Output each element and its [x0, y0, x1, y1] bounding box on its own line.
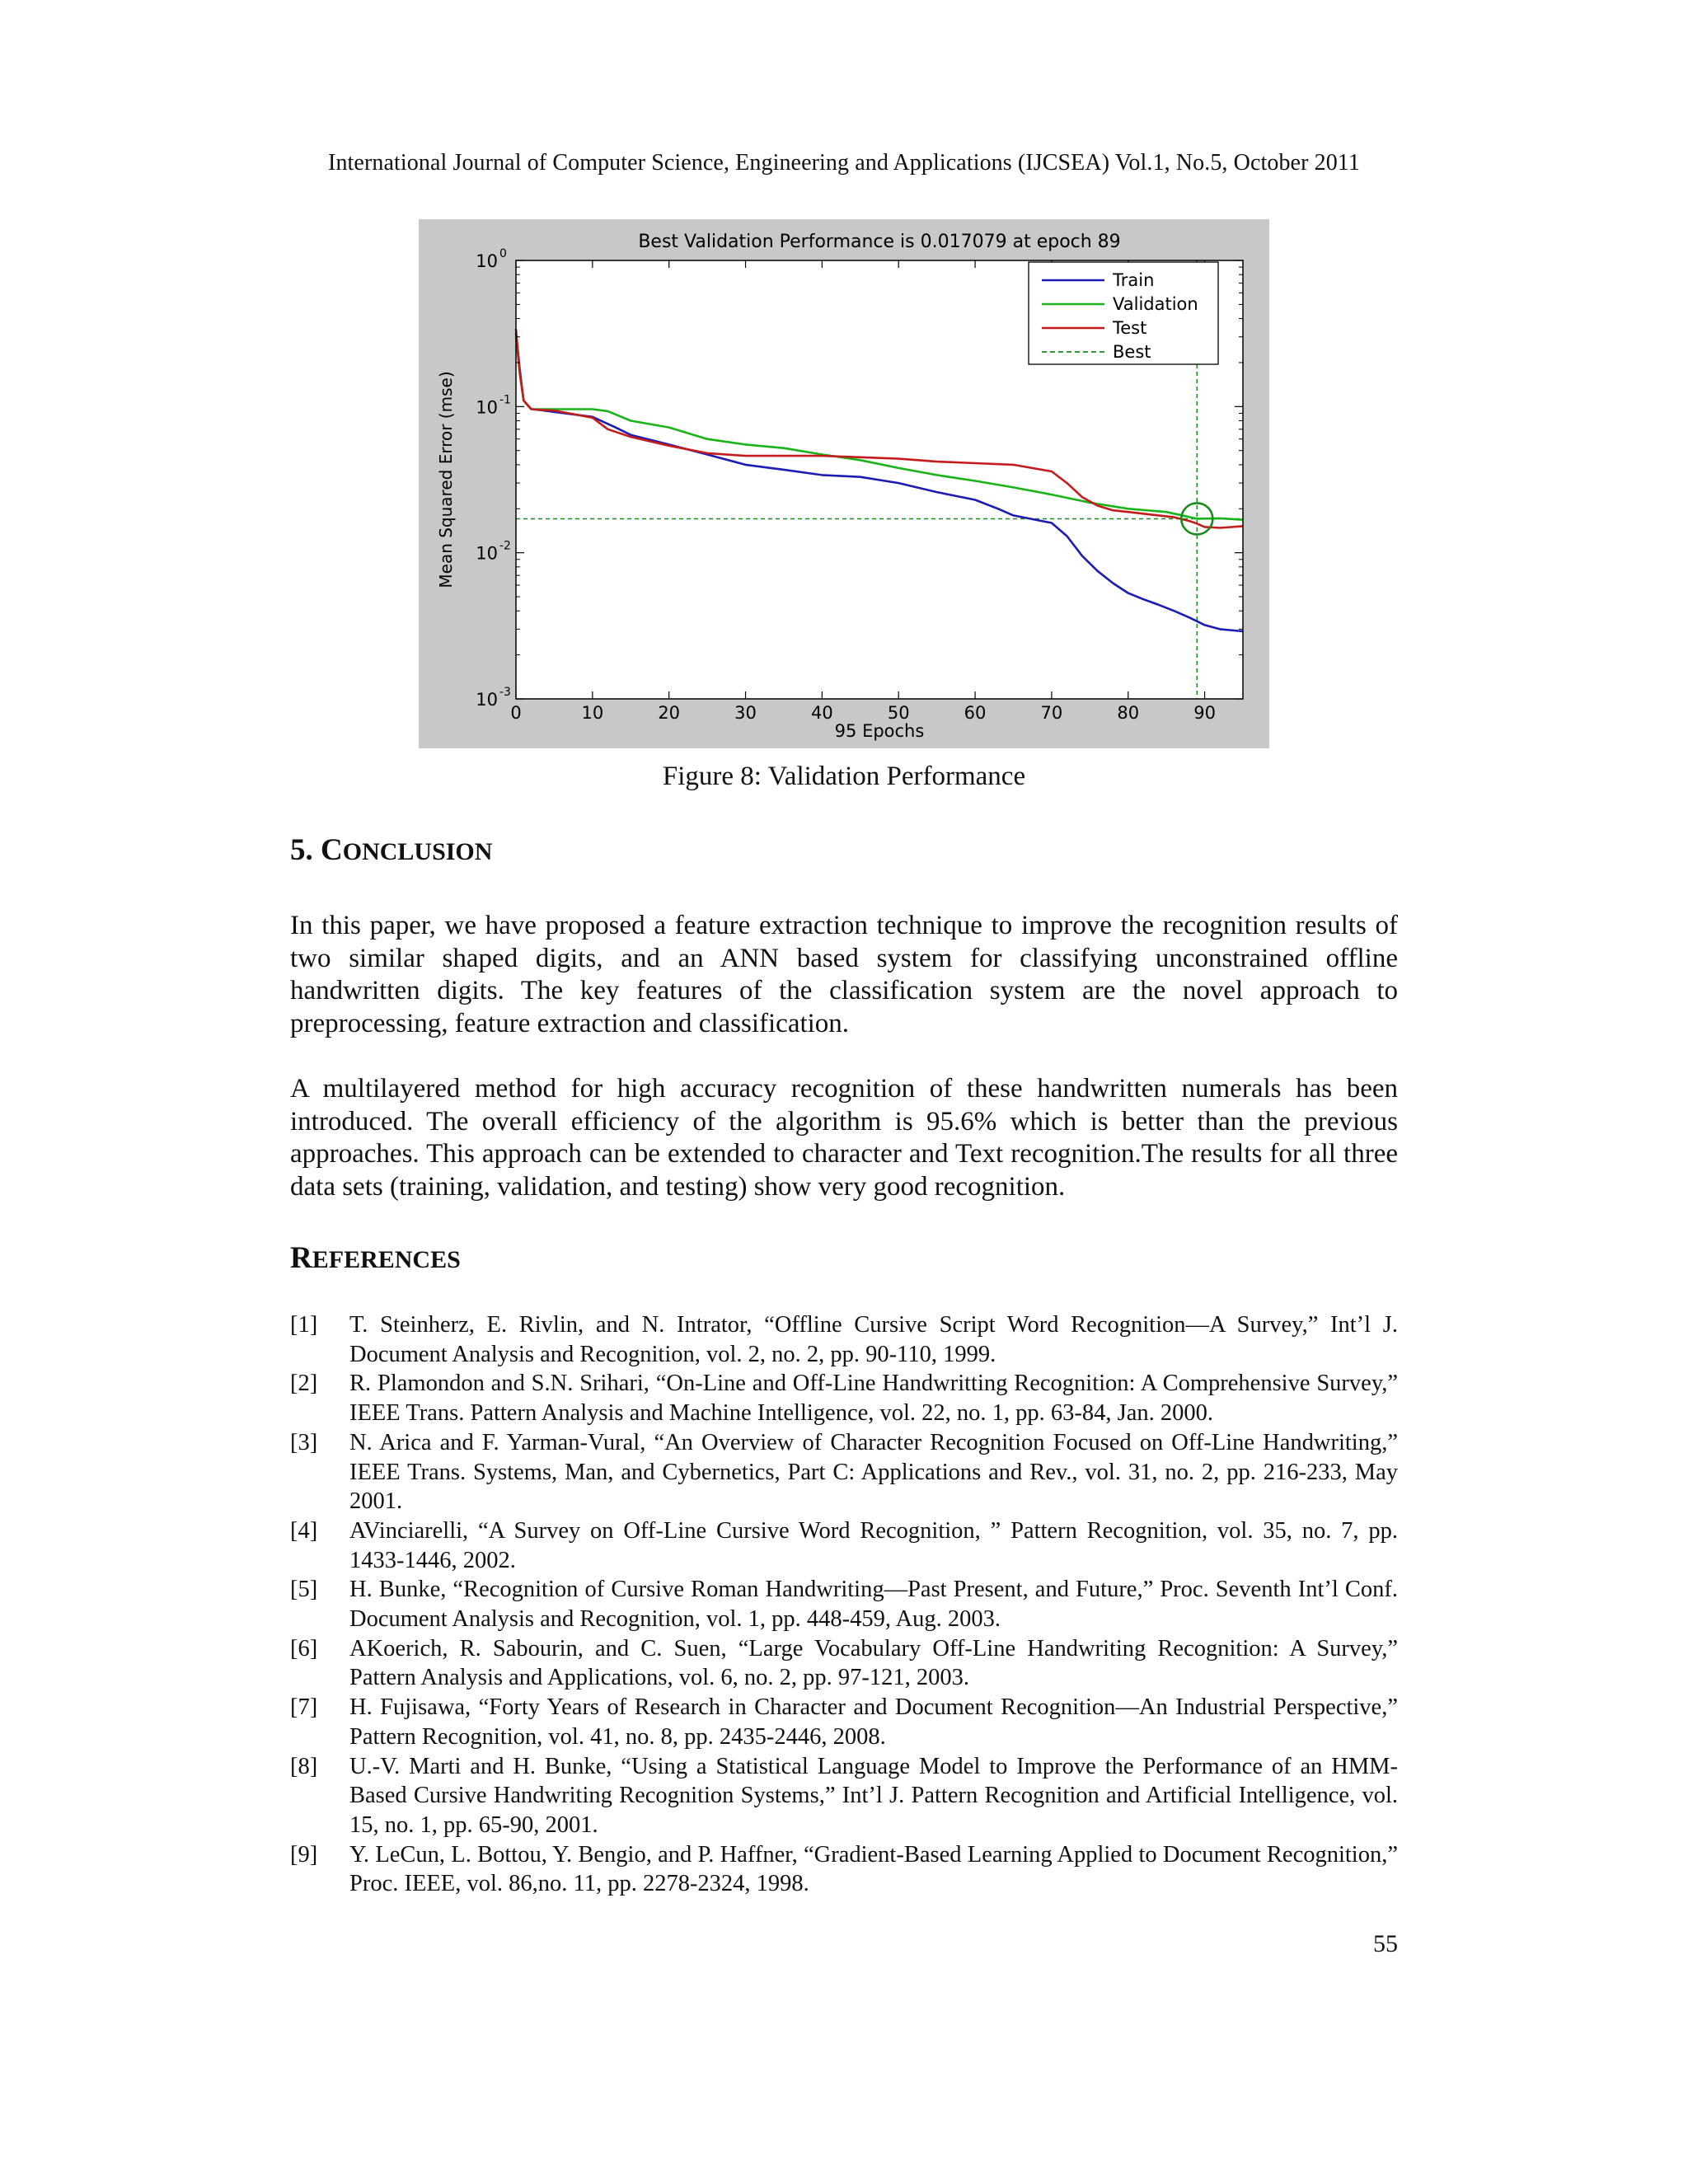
- reference-text: U.-V. Marti and H. Bunke, “Using a Statistical Language Model to Improve the Performance of an HMM-Based Cursive Handwriting Recognition Systems,” Int’l J. Pattern Recognition and Artificial Intelligence, vol. 15, no. 1, pp. 65-90, 2001.: [349, 1753, 1398, 1838]
- reference-text: N. Arica and F. Yarman-Vural, “An Overview of Character Recognition Focused on Off-Line Handwriting,” IEEE Trans. Systems, Man, and Cybernetics, Part C: Applications and Rev., vol. 31, no. 2, pp. 216-233, May 2001.: [349, 1429, 1398, 1515]
- chart-title: Best Validation Performance is 0.017079 at epoch 89: [638, 232, 1121, 252]
- reference-item: [290, 1634, 1398, 1693]
- running-header: International Journal of Computer Science, Engineering and Applications (IJCSEA) Vol.1, No.5, October 2011: [328, 150, 1360, 176]
- validation-performance-chart: [419, 219, 1269, 748]
- y-tick-label: 10: [476, 690, 498, 710]
- x-tick-label: 80: [1117, 703, 1140, 723]
- heading-rest: EFERENCES: [312, 1246, 461, 1273]
- reference-item: [290, 1428, 1398, 1516]
- reference-number: [4]: [290, 1517, 318, 1544]
- reference-item: [290, 1310, 1398, 1369]
- y-tick-exponent: -1: [499, 393, 511, 407]
- reference-text: R. Plamondon and S.N. Srihari, “On-Line and Off-Line Handwritting Recognition: A Comprehensive Survey,” IEEE Trans. Pattern Analysis and Machine Intelligence, vol. 22, no. 1, pp. 63-84, Jan. 2000.: [349, 1371, 1398, 1427]
- heading-initial: C: [321, 833, 343, 867]
- y-axis-label: Mean Squared Error (mse): [436, 371, 456, 588]
- legend-label-validation: Validation: [1113, 294, 1198, 314]
- reference-text: Y. LeCun, L. Bottou, Y. Bengio, and P. Haffner, “Gradient-Based Learning Applied to Document Recognition,” Proc. IEEE, vol. 86,no. 11, pp. 2278-2324, 1998.: [349, 1841, 1398, 1897]
- x-tick-label: 30: [734, 703, 757, 723]
- x-tick-label: 20: [658, 703, 681, 723]
- reference-list: [290, 1310, 1398, 1899]
- y-tick-label: 10: [476, 397, 498, 418]
- reference-text: AKoerich, R. Sabourin, and C. Suen, “Large Vocabulary Off-Line Handwriting Recognition: A Survey,” Pattern Analysis and Applications, vol. 6, no. 2, pp. 97-121, 2003.: [349, 1635, 1398, 1691]
- x-tick-label: 50: [887, 703, 910, 723]
- x-tick-label: 60: [964, 703, 987, 723]
- legend-label-test: Test: [1113, 318, 1147, 338]
- x-tick-label: 70: [1040, 703, 1063, 723]
- x-tick-label: 0: [510, 703, 522, 723]
- x-axis-label: 95 Epochs: [834, 721, 925, 741]
- y-tick-label: 10: [476, 543, 498, 564]
- y-tick-exponent: -3: [499, 686, 511, 699]
- x-tick-label: 10: [581, 703, 604, 723]
- reference-item: [290, 1369, 1398, 1427]
- reference-number: [9]: [290, 1841, 318, 1868]
- reference-text: H. Fujisawa, “Forty Years of Research in Character and Document Recognition—An Industrial Perspective,” Pattern Recognition, vol. 41, no. 8, pp. 2435-2446, 2008.: [349, 1694, 1398, 1750]
- reference-text: H. Bunke, “Recognition of Cursive Roman Handwriting—Past Present, and Future,” Proc. Seventh Int’l Conf. Document Analysis and Recognition, vol. 1, pp. 448-459, Aug. 2003.: [349, 1577, 1398, 1633]
- heading-initial: R: [290, 1241, 312, 1275]
- reference-number: [2]: [290, 1371, 318, 1397]
- conclusion-heading: [290, 832, 492, 868]
- figure-8: [419, 219, 1269, 748]
- legend-label-best: Best: [1113, 342, 1151, 362]
- conclusion-paragraph-2: A multilayered method for high accuracy recognition of these handwritten numerals has been introduced. The overall efficiency of the algorithm is 95.6% which is better than the previous approaches. This approach can be extended to character and Text recognition.The results for all three data sets (training, validation, and testing) show very good recognition.: [290, 1074, 1398, 1202]
- page-number: 55: [1373, 1930, 1398, 1957]
- reference-item: [290, 1693, 1398, 1751]
- reference-item: [290, 1516, 1398, 1575]
- reference-item: [290, 1752, 1398, 1840]
- references-heading: [290, 1240, 461, 1276]
- reference-number: [7]: [290, 1694, 318, 1721]
- figure-caption: Figure 8: Validation Performance: [662, 762, 1026, 791]
- reference-number: [3]: [290, 1429, 318, 1455]
- y-tick-exponent: -2: [499, 539, 511, 553]
- reference-number: [8]: [290, 1753, 318, 1779]
- reference-text: T. Steinherz, E. Rivlin, and N. Intrator, “Offline Cursive Script Word Recognition—A Survey,” Int’l J. Document Analysis and Recognition, vol. 2, no. 2, pp. 90-110, 1999.: [349, 1312, 1398, 1367]
- reference-number: [6]: [290, 1635, 318, 1661]
- x-tick-label: 90: [1193, 703, 1216, 723]
- legend: [1029, 262, 1218, 364]
- y-tick-exponent: 0: [499, 247, 507, 260]
- reference-number: [1]: [290, 1312, 318, 1338]
- heading-rest: ONCLUSION: [342, 838, 493, 865]
- conclusion-paragraph-1: In this paper, we have proposed a feature extraction technique to improve the recognition results of two similar shaped digits, and an ANN based system for classifying unconstrained offline handwritten digits. The key features of the classification system are the novel approach to preprocessing, feature extraction and classification.: [290, 911, 1398, 1038]
- x-tick-label: 40: [811, 703, 833, 723]
- legend-label-train: Train: [1113, 270, 1155, 290]
- y-tick-label: 10: [476, 251, 498, 271]
- reference-number: [5]: [290, 1577, 318, 1603]
- section-number: 5.: [290, 833, 321, 867]
- reference-text: AVinciarelli, “A Survey on Off-Line Cursive Word Recognition, ” Pattern Recognition, vol. 35, no. 7, pp. 1433-1446, 2002.: [349, 1517, 1398, 1573]
- reference-item: [290, 1575, 1398, 1633]
- reference-item: [290, 1840, 1398, 1899]
